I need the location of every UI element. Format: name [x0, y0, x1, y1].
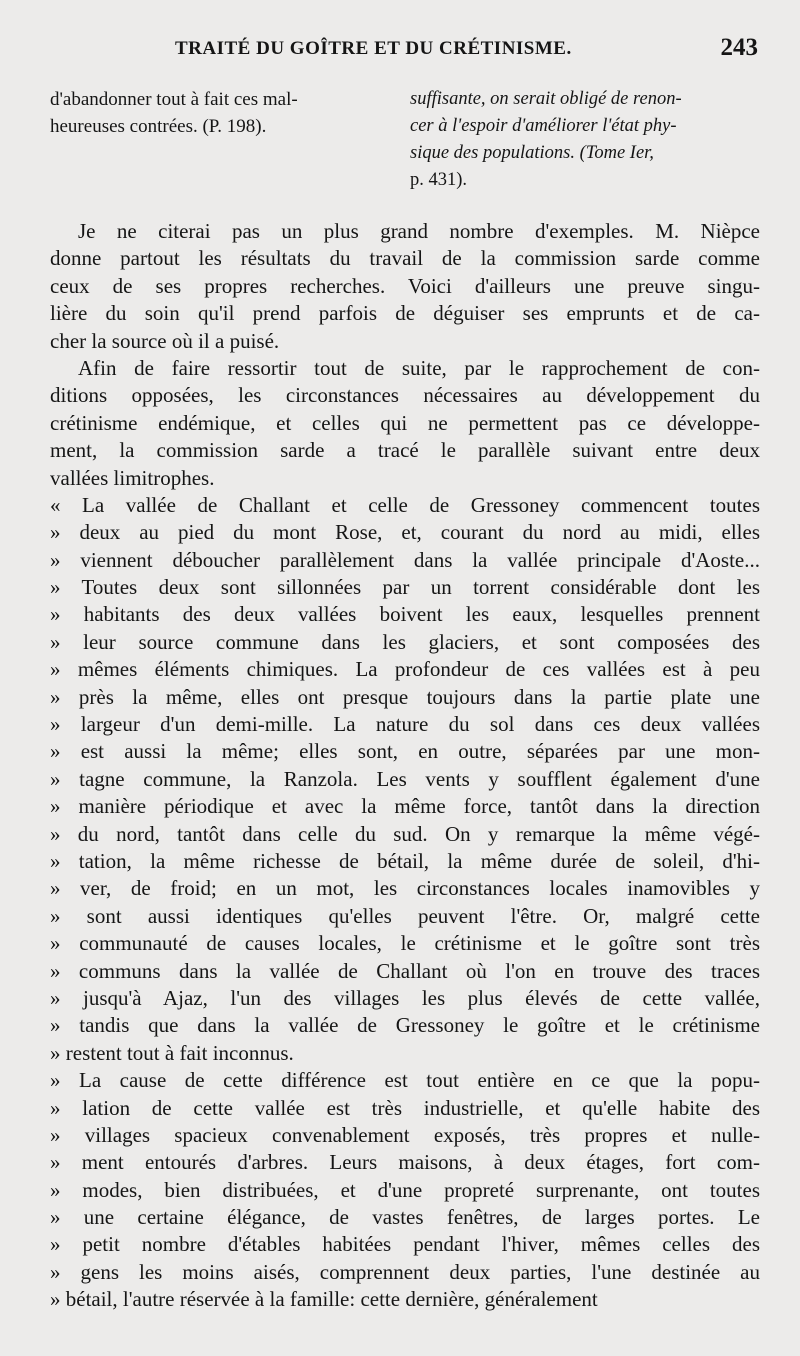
- body-line: » modes, bien distribuées, et d'une propreté surprenante, ont toutes: [50, 1177, 760, 1202]
- body-line: » tation, la même richesse de bétail, la même durée de soleil, d'hi-: [50, 848, 760, 873]
- left-footnote: [50, 86, 395, 140]
- body-line: » restent tout à fait inconnus.: [50, 1040, 294, 1065]
- body-line: cher la source où il a puisé.: [50, 328, 280, 353]
- left-footnote-line: heureuses contrées. (P. 198).: [50, 116, 267, 137]
- body-text: [50, 218, 760, 1314]
- body-line: » habitants des deux vallées boivent les eaux, lesquelles prennent: [50, 602, 760, 627]
- body-line: » leur source commune dans les glaciers, et sont composées des: [50, 629, 760, 654]
- body-line: Je ne citerai pas un plus grand nombre d'exemples. M. Nièpce: [78, 219, 760, 243]
- body-line: » tandis que dans la vallée de Gressoney le goître et le crétinisme: [50, 1013, 760, 1038]
- body-line: crétinisme endémique, et celles qui ne permettent pas ce développe-: [50, 410, 760, 435]
- body-line: » gens les moins aisés, comprennent deux parties, l'une destinée au: [50, 1259, 760, 1284]
- body-line: » est aussi la même; elles sont, en outre, séparées par une mon-: [50, 739, 760, 764]
- body-line: ditions opposées, les circonstances nécessaires au développement du: [50, 383, 760, 408]
- footnote-columns: [50, 86, 760, 190]
- right-footnote-line: sique des populations. (Tome Ier,: [410, 143, 654, 163]
- running-title: TRAITÉ DU GOÎTRE ET DU CRÉTINISME.: [175, 38, 572, 59]
- body-line: » Toutes deux sont sillonnées par un torrent considérable dont les: [50, 575, 760, 600]
- body-line: » tagne commune, la Ranzola. Les vents y soufflent également d'une: [50, 766, 760, 791]
- body-line: » communauté de causes locales, le crétinisme et le goître sont très: [50, 931, 760, 956]
- body-line: » villages spacieux convenablement exposés, très propres et nulle-: [50, 1122, 760, 1147]
- body-line: « La vallée de Challant et celle de Gressoney commencent toutes: [50, 492, 760, 517]
- body-line: » jusqu'à Ajaz, l'un des villages les plus élevés de cette vallée,: [50, 985, 760, 1010]
- body-line: » bétail, l'autre réservée à la famille: cette dernière, généralement: [50, 1287, 598, 1312]
- body-line: » sont aussi identiques qu'elles peuvent l'être. Or, malgré cette: [50, 903, 760, 928]
- body-line: » une certaine élégance, de vastes fenêtres, de larges portes. Le: [50, 1205, 760, 1230]
- body-line: ment, la commission sarde a tracé le parallèle suivant entre deux: [50, 438, 760, 463]
- body-line: » viennent déboucher parallèlement dans la vallée principale d'Aoste...: [50, 547, 760, 572]
- body-line: lière du soin qu'il prend parfois de déguiser ses emprunts et de ca-: [50, 301, 760, 326]
- body-line: vallées limitrophes.: [50, 465, 215, 490]
- left-footnote-line: d'abandonner tout à fait ces mal-: [50, 89, 298, 110]
- page-number: 243: [720, 34, 758, 61]
- body-line: » du nord, tantôt dans celle du sud. On y remarque la même végé-: [50, 821, 760, 846]
- right-footnote-line: cer à l'espoir d'améliorer l'état phy-: [410, 116, 677, 136]
- body-line: » manière périodique et avec la même force, tantôt dans la direction: [50, 794, 760, 819]
- body-line: » petit nombre d'étables habitées pendant l'hiver, mêmes celles des: [50, 1232, 760, 1257]
- body-line: ceux de ses propres recherches. Voici d'ailleurs une preuve singu-: [50, 273, 760, 298]
- page-header: [0, 34, 800, 68]
- body-line: » lation de cette vallée est très industrielle, et qu'elle habite des: [50, 1095, 760, 1120]
- body-line: Afin de faire ressortir tout de suite, par le rapprochement de con-: [78, 355, 760, 380]
- right-footnote: [410, 86, 762, 194]
- body-line: » mêmes éléments chimiques. La profondeur de ces vallées est à peu: [50, 657, 760, 682]
- body-line: » La cause de cette différence est tout entière en ce que la popu-: [50, 1068, 760, 1093]
- right-footnote-line: suffisante, on serait obligé de renon-: [410, 89, 682, 109]
- body-line: » ment entourés d'arbres. Leurs maisons, à deux étages, fort com-: [50, 1150, 760, 1175]
- right-footnote-line: p. 431).: [410, 170, 468, 190]
- body-line: » près la même, elles ont presque toujours dans la partie plate une: [50, 684, 760, 709]
- body-line: » ver, de froid; en un mot, les circonstances locales inamovibles y: [50, 876, 760, 901]
- body-line: donne partout les résultats du travail de la commission sarde comme: [50, 246, 760, 271]
- body-line: » communs dans la vallée de Challant où l'on en trouve des traces: [50, 958, 760, 983]
- body-line: » largeur d'un demi-mille. La nature du sol dans ces deux vallées: [50, 712, 760, 737]
- body-line: » deux au pied du mont Rose, et, courant du nord au midi, elles: [50, 520, 760, 545]
